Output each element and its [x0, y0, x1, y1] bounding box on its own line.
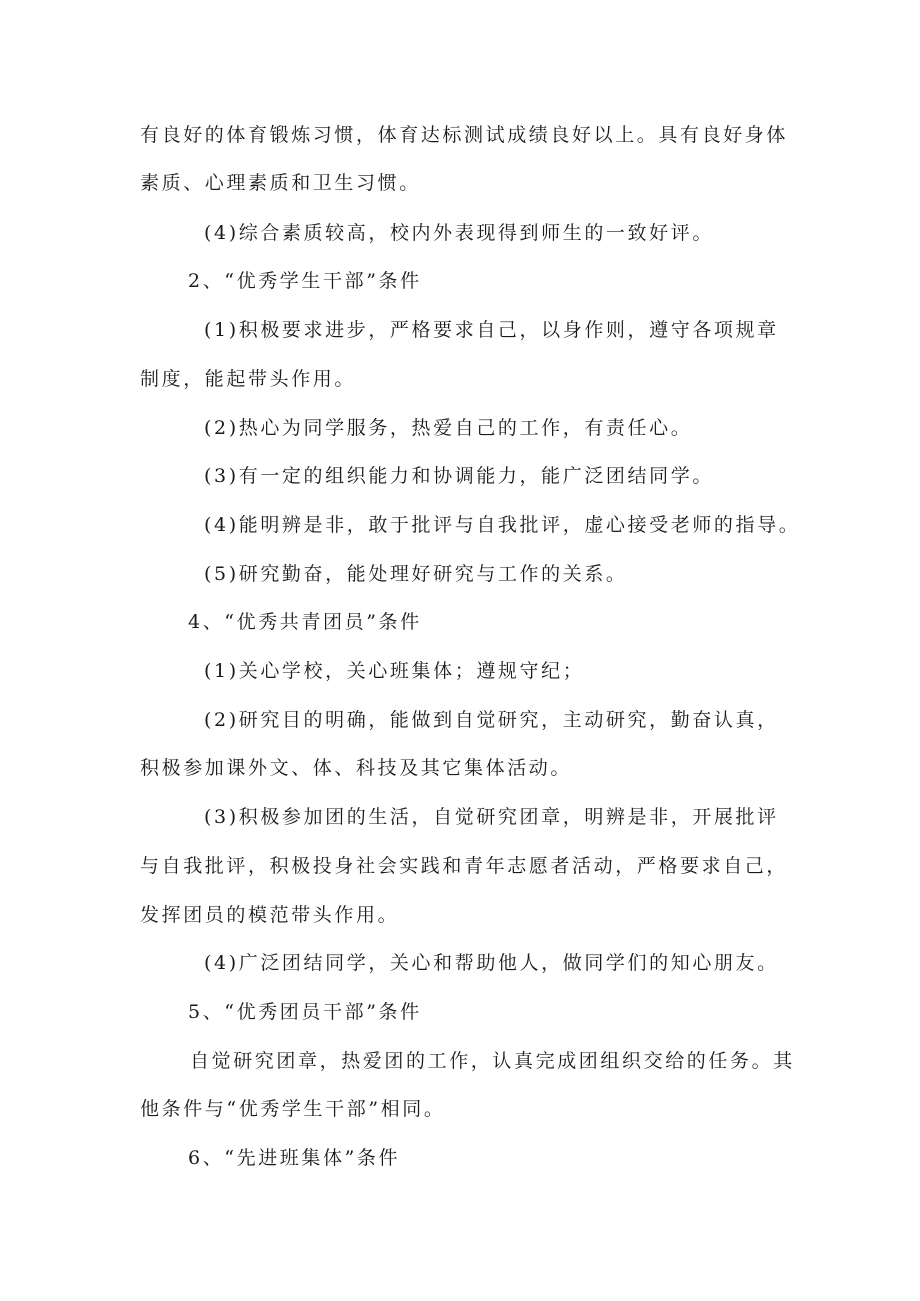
body-text-line: 积极参加课外文、体、科技及其它集体活动。 [140, 757, 573, 779]
list-item: (2)研究目的明确，能做到自觉研究，主动研究，勤奋认真， [204, 709, 779, 731]
list-item: (4)广泛团结同学，关心和帮助他人，做同学们的知心朋友。 [204, 952, 779, 974]
body-text-line: 发挥团员的模范带头作用。 [140, 904, 400, 926]
body-text-line: 他条件与“优秀学生干部”相同。 [140, 1098, 446, 1120]
list-item: (1)关心学校，关心班集体；遵规守纪； [204, 660, 585, 682]
section-heading: 2、“优秀学生干部”条件 [188, 270, 422, 292]
section-heading: 5、“优秀团员干部”条件 [188, 1001, 422, 1023]
list-item: (3)积极参加团的生活，自觉研究团章，明辨是非，开展批评 [204, 806, 779, 828]
body-text-line: 自觉研究团章，热爱团的工作，认真完成团组织交给的任务。其 [190, 1050, 795, 1072]
list-item: (4)能明辨是非，敢于批评与自我批评，虚心接受老师的指导。 [204, 514, 801, 536]
list-item: (2)热心为同学服务，热爱自己的工作，有责任心。 [204, 417, 693, 439]
body-text-line: 与自我批评，积极投身社会实践和青年志愿者活动，严格要求自己， [140, 855, 789, 877]
list-item: (5)研究勤奋，能处理好研究与工作的关系。 [204, 563, 628, 585]
section-heading: 6、“先进班集体”条件 [188, 1147, 401, 1169]
body-text-line: 有良好的体育锻炼习惯，体育达标测试成绩良好以上。具有良好身体 [140, 124, 789, 146]
list-item: (1)积极要求进步，严格要求自己，以身作则，遵守各项规章 [204, 319, 779, 341]
section-heading: 4、“优秀共青团员”条件 [188, 611, 422, 633]
body-text-line: 制度，能起带头作用。 [140, 368, 357, 390]
body-text-line: 素质、心理素质和卫生习惯。 [140, 172, 421, 194]
list-item: (4)综合素质较高，校内外表现得到师生的一致好评。 [204, 222, 714, 244]
list-item: (3)有一定的组织能力和协调能力，能广泛团结同学。 [204, 465, 714, 487]
